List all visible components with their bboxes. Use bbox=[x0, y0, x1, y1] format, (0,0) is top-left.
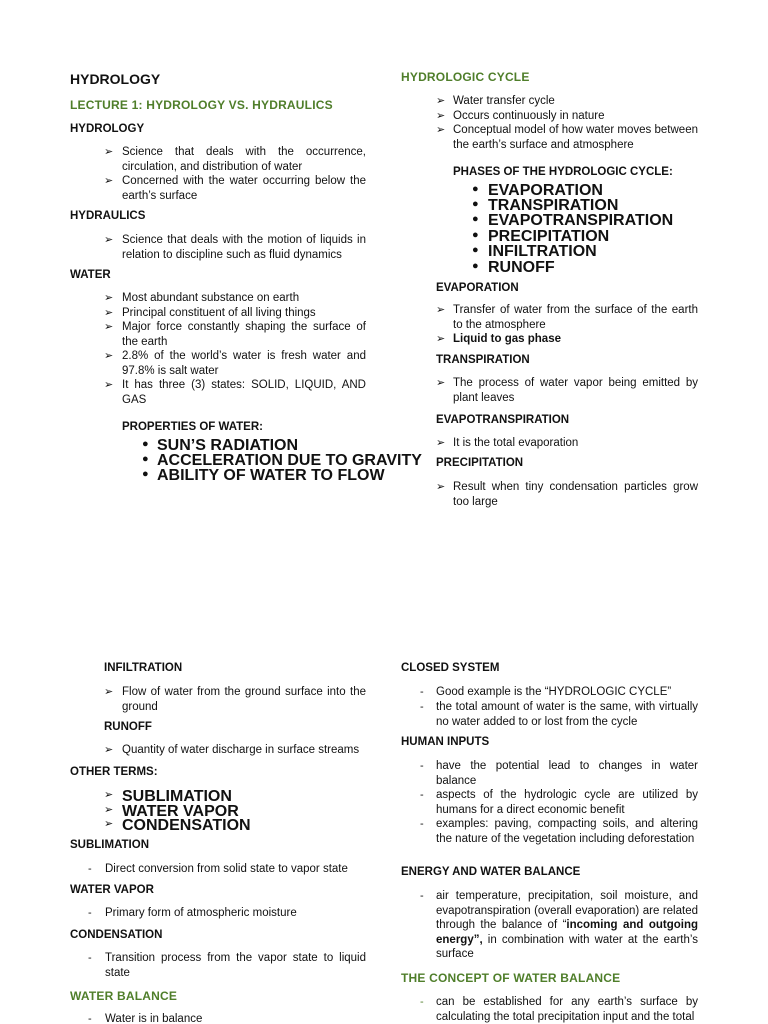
water-balance-heading: WATER BALANCE bbox=[70, 989, 178, 1003]
arrow-bullet-icon: ➢ bbox=[104, 686, 114, 698]
arrow-bullet-icon: ➢ bbox=[436, 481, 446, 493]
dash-bullet-icon: - bbox=[88, 952, 92, 964]
list-item: Primary form of atmospheric moisture bbox=[105, 907, 297, 919]
arrow-bullet-icon: ➢ bbox=[104, 175, 114, 187]
property-item: ACCELERATION DUE TO GRAVITY bbox=[157, 452, 422, 469]
lecture-heading: LECTURE 1: HYDROLOGY VS. HYDRAULICS bbox=[70, 98, 333, 112]
precipitation-heading: PRECIPITATION bbox=[436, 457, 524, 469]
phase-item: EVAPORATION bbox=[488, 182, 603, 199]
dash-bullet-icon: - bbox=[420, 760, 424, 772]
energy-text-c: in combination with water at the earth’s surface bbox=[436, 933, 698, 960]
phase-item: RUNOFF bbox=[488, 259, 555, 276]
arrow-bullet-icon: ➢ bbox=[436, 437, 446, 449]
dash-bullet-icon: - bbox=[420, 686, 424, 698]
dash-bullet-icon: - bbox=[420, 890, 424, 902]
list-item: Water transfer cycle bbox=[453, 95, 555, 107]
arrow-bullet-icon: ➢ bbox=[104, 804, 114, 816]
arrow-bullet-icon: ➢ bbox=[436, 333, 446, 345]
list-item: Liquid to gas phase bbox=[453, 333, 561, 345]
doc-title: HYDROLOGY bbox=[70, 71, 161, 87]
list-item: Quantity of water discharge in surface streams bbox=[122, 744, 360, 756]
condensation-heading: CONDENSATION bbox=[70, 929, 163, 941]
properties-heading: PROPERTIES OF WATER: bbox=[122, 421, 263, 433]
arrow-bullet-icon: ➢ bbox=[436, 304, 446, 316]
list-item: Conceptual model of how water moves between the earth’s surface and atmosphere bbox=[453, 124, 698, 151]
energy-paragraph bbox=[436, 889, 698, 962]
bullet-dot-icon: ● bbox=[472, 229, 479, 241]
dash-bullet-icon: - bbox=[420, 701, 424, 713]
arrow-bullet-icon: ➢ bbox=[104, 350, 114, 362]
property-item: ABILITY OF WATER TO FLOW bbox=[157, 467, 385, 484]
list-item: aspects of the hydrologic cycle are utilized by humans for a direct economic benefit bbox=[436, 789, 698, 816]
list-item: Direct conversion from solid state to vapor state bbox=[105, 863, 348, 875]
hydrologic-cycle-heading: HYDROLOGIC CYCLE bbox=[401, 70, 530, 84]
list-item: Water is in balance bbox=[105, 1013, 203, 1024]
concept-water-balance-heading: THE CONCEPT OF WATER BALANCE bbox=[401, 971, 621, 985]
transpiration-heading: TRANSPIRATION bbox=[436, 354, 530, 366]
human-inputs-heading: HUMAN INPUTS bbox=[401, 736, 490, 748]
arrow-bullet-icon: ➢ bbox=[104, 379, 114, 391]
arrow-bullet-icon: ➢ bbox=[104, 818, 114, 830]
list-item: Most abundant substance on earth bbox=[122, 292, 300, 304]
hydraulics-heading: HYDRAULICS bbox=[70, 210, 146, 222]
arrow-bullet-icon: ➢ bbox=[436, 124, 446, 136]
list-item: have the potential lead to changes in water balance bbox=[436, 760, 698, 787]
arrow-bullet-icon: ➢ bbox=[104, 292, 114, 304]
water-heading: WATER bbox=[70, 269, 111, 281]
list-item: It is the total evaporation bbox=[453, 437, 579, 449]
property-item: SUN’S RADIATION bbox=[157, 437, 299, 454]
phase-item: EVAPOTRANSPIRATION bbox=[488, 212, 674, 229]
bullet-dot-icon: ● bbox=[142, 468, 149, 480]
dash-bullet-icon: - bbox=[420, 789, 424, 801]
list-item: Science that deals with the motion of liquids in relation to discipline such as fluid dynamics bbox=[122, 234, 366, 261]
list-item: the total amount of water is the same, with virtually no water added to or lost from the cycle bbox=[436, 701, 698, 728]
arrow-bullet-icon: ➢ bbox=[104, 146, 114, 158]
dash-bullet-icon: - bbox=[420, 818, 424, 830]
list-item: Transition process from the vapor state to liquid state bbox=[105, 952, 366, 979]
evaporation-heading: EVAPORATION bbox=[436, 282, 519, 294]
term-item: CONDENSATION bbox=[122, 817, 251, 834]
energy-water-balance-heading: ENERGY AND WATER BALANCE bbox=[401, 866, 581, 878]
phase-item: PRECIPITATION bbox=[488, 228, 610, 245]
bullet-dot-icon: ● bbox=[472, 244, 479, 256]
list-item: The process of water vapor being emitted by plant leaves bbox=[453, 377, 698, 404]
list-item: can be established for any earth’s surface by calculating the total precipitation input and the total bbox=[436, 996, 698, 1023]
arrow-bullet-icon: ➢ bbox=[436, 110, 446, 122]
hydrology-heading: HYDROLOGY bbox=[70, 123, 145, 135]
dash-bullet-icon: - bbox=[88, 863, 92, 875]
phase-item: INFILTRATION bbox=[488, 243, 597, 260]
list-item: Concerned with the water occurring below the earth’s surface bbox=[122, 175, 366, 202]
bullet-dot-icon: ● bbox=[142, 453, 149, 465]
bullet-dot-icon: ● bbox=[472, 213, 479, 225]
closed-system-heading: CLOSED SYSTEM bbox=[401, 662, 500, 674]
evapotranspiration-heading: EVAPOTRANSPIRATION bbox=[436, 414, 570, 426]
bullet-dot-icon: ● bbox=[142, 438, 149, 450]
list-item: Science that deals with the occurrence, circulation, and distribution of water bbox=[122, 146, 366, 173]
sublimation-heading: SUBLIMATION bbox=[70, 839, 150, 851]
arrow-bullet-icon: ➢ bbox=[104, 307, 114, 319]
energy-text-a: air temperature, precipitation, soil moisture, and evapotranspiration (overall evaporation) are related through the balance of “ bbox=[436, 890, 698, 931]
list-item: Transfer of water from the surface of the earth to the atmosphere bbox=[453, 304, 698, 331]
list-item: Good example is the “HYDROLOGIC CYCLE” bbox=[436, 686, 672, 698]
arrow-bullet-icon: ➢ bbox=[436, 95, 446, 107]
list-item: Occurs continuously in nature bbox=[453, 110, 605, 122]
list-item: Flow of water from the ground surface into the ground bbox=[122, 686, 366, 713]
phases-heading: PHASES OF THE HYDROLOGIC CYCLE: bbox=[453, 166, 673, 178]
runoff-heading: RUNOFF bbox=[104, 721, 152, 733]
water-vapor-heading: WATER VAPOR bbox=[70, 884, 154, 896]
term-item: SUBLIMATION bbox=[122, 788, 232, 805]
bullet-dot-icon: ● bbox=[472, 183, 479, 195]
dash-bullet-icon: - bbox=[88, 907, 92, 919]
arrow-bullet-icon: ➢ bbox=[104, 744, 114, 756]
energy-text-bold: incoming and outgoing energy”, bbox=[436, 919, 698, 946]
list-item: examples: paving, compacting soils, and altering the nature of the vegetation including deforestation bbox=[436, 818, 698, 845]
arrow-bullet-icon: ➢ bbox=[104, 321, 114, 333]
phase-item: TRANSPIRATION bbox=[488, 197, 619, 214]
dash-bullet-icon: - bbox=[88, 1013, 92, 1024]
arrow-bullet-icon: ➢ bbox=[104, 234, 114, 246]
bullet-dot-icon: ● bbox=[472, 260, 479, 272]
list-item: 2.8% of the world’s water is fresh water and 97.8% is salt water bbox=[122, 350, 366, 377]
infiltration-heading: INFILTRATION bbox=[104, 662, 183, 674]
term-item: WATER VAPOR bbox=[122, 803, 239, 820]
dash-bullet-icon: - bbox=[420, 996, 424, 1008]
bullet-dot-icon: ● bbox=[472, 198, 479, 210]
arrow-bullet-icon: ➢ bbox=[436, 377, 446, 389]
other-terms-heading: OTHER TERMS: bbox=[70, 766, 158, 778]
arrow-bullet-icon: ➢ bbox=[104, 789, 114, 801]
list-item: Principal constituent of all living things bbox=[122, 307, 316, 319]
list-item: It has three (3) states: SOLID, LIQUID, AND GAS bbox=[122, 379, 366, 406]
list-item: Major force constantly shaping the surface of the earth bbox=[122, 321, 366, 348]
list-item: Result when tiny condensation particles grow too large bbox=[453, 481, 698, 508]
